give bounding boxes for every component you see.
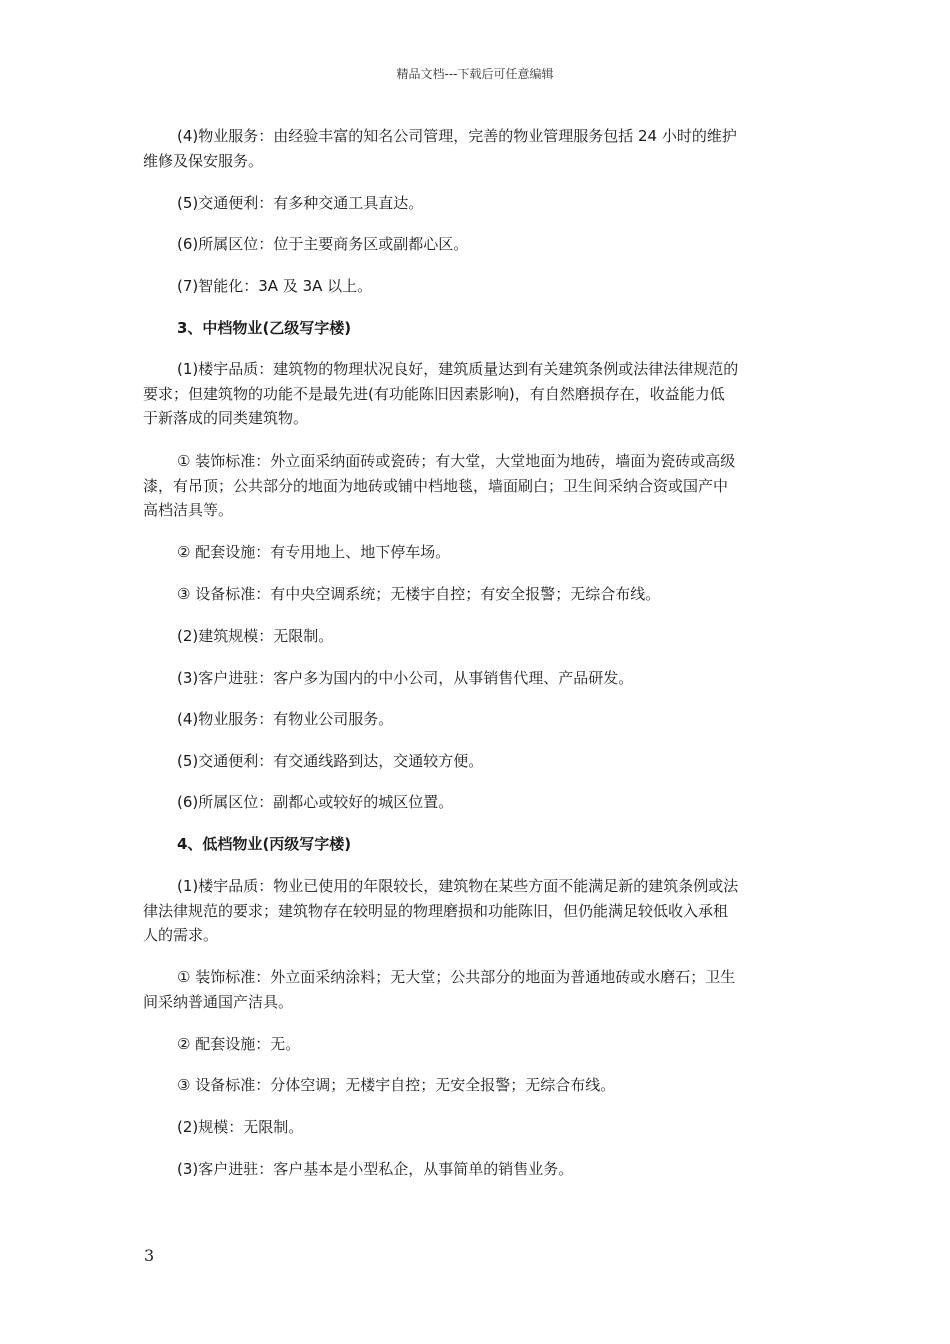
page-number: 3 xyxy=(144,1246,155,1265)
paragraph-line: 律法律规范的要求；建筑物存在较明显的物理磨损和功能陈旧，但仍能满足较低收入承租 xyxy=(143,901,729,920)
paragraph-line: (6)所属区位：位于主要商务区或副都心区。 xyxy=(177,235,469,253)
paragraph-decoration-2 xyxy=(143,449,807,523)
paragraph-line: ② 配套设施：无。 xyxy=(177,1035,301,1053)
paragraph-building-quality-3 xyxy=(143,874,807,948)
paragraph-line: (4)物业服务：有物业公司服务。 xyxy=(177,710,394,728)
page-header: 精品文档---下载后可任意编辑 xyxy=(396,67,554,81)
paragraph-facilities-2 xyxy=(143,540,807,565)
paragraph-line: (5)交通便利：有交通线路到达，交通较方便。 xyxy=(177,752,484,770)
paragraph-traffic-2 xyxy=(143,749,807,774)
paragraph-line: 间采纳普通国产洁具。 xyxy=(143,992,294,1011)
paragraph-traffic-1 xyxy=(143,191,807,216)
section-heading-low-grade xyxy=(143,832,807,857)
paragraph-building-quality-2 xyxy=(143,357,807,431)
paragraph-line: 漆，有吊顶；公共部分的地面为地砖或铺中档地毯，墙面刷白；卫生间采纳合资或国产中 xyxy=(143,476,729,495)
paragraph-property-service-2 xyxy=(143,707,807,732)
paragraph-equipment-3 xyxy=(143,1073,807,1098)
paragraph-line: 维修及保安服务。 xyxy=(143,151,264,170)
paragraph-line: (2)规模：无限制。 xyxy=(177,1118,304,1136)
paragraph-line: ② 配套设施：有专用地上、地下停车场。 xyxy=(177,543,451,561)
paragraph-line: 于新落成的同类建筑物。 xyxy=(143,409,309,427)
paragraph-line: (4)物业服务：由经验丰富的知名公司管理，完善的物业管理服务包括 24 小时的维护 xyxy=(177,127,737,145)
paragraph-property-service-1 xyxy=(143,124,807,173)
paragraph-line: (3)客户进驻：客户基本是小型私企，从事简单的销售业务。 xyxy=(177,1160,574,1178)
heading-line: 3、中档物业(乙级写字楼) xyxy=(177,319,352,337)
paragraph-location-1 xyxy=(143,232,807,257)
paragraph-line: (1)楼宇品质：物业已使用的年限较长，建筑物在某些方面不能满足新的建筑条例或法 xyxy=(177,877,739,895)
paragraph-tenants-2 xyxy=(143,666,807,691)
paragraph-line: ① 装饰标准：外立面采纳涂料；无大堂；公共部分的地面为普通地砖或水磨石；卫生 xyxy=(177,968,736,986)
paragraph-tenants-3 xyxy=(143,1157,807,1182)
section-heading-mid-grade xyxy=(143,316,807,341)
paragraph-line: (5)交通便利：有多种交通工具直达。 xyxy=(177,194,424,212)
paragraph-location-2 xyxy=(143,790,807,815)
paragraph-equipment-2 xyxy=(143,582,807,607)
paragraph-line: (3)客户进驻：客户多为国内的中小公司，从事销售代理、产品研发。 xyxy=(177,669,634,687)
paragraph-line: (7)智能化：3A 及 3A 以上。 xyxy=(177,277,373,295)
paragraph-line: (1)楼宇品质：建筑物的物理状况良好，建筑质量达到有关建筑条例或法律法律规范的 xyxy=(177,360,739,378)
paragraph-scale-2 xyxy=(143,624,807,649)
paragraph-scale-3 xyxy=(143,1115,807,1140)
paragraph-line: (2)建筑规模：无限制。 xyxy=(177,627,334,645)
paragraph-intelligence xyxy=(143,274,807,299)
paragraph-facilities-3 xyxy=(143,1032,807,1057)
paragraph-line: ③ 设备标准：分体空调；无楼宇自控；无安全报警；无综合布线。 xyxy=(177,1076,616,1094)
paragraph-line: 要求；但建筑物的功能不是最先进(有功能陈旧因素影响)，有自然磨损存在，收益能力低 xyxy=(143,384,725,403)
paragraph-line: ③ 设备标准：有中央空调系统；无楼宇自控；有安全报警；无综合布线。 xyxy=(177,585,661,603)
paragraph-line: 高档洁具等。 xyxy=(143,501,234,519)
paragraph-decoration-3 xyxy=(143,965,807,1014)
heading-line: 4、低档物业(丙级写字楼) xyxy=(177,835,352,853)
paragraph-line: (6)所属区位：副都心或较好的城区位置。 xyxy=(177,793,454,811)
paragraph-line: 人的需求。 xyxy=(143,926,219,944)
paragraph-line: ① 装饰标准：外立面采纳面砖或瓷砖；有大堂，大堂地面为地砖，墙面为瓷砖或高级 xyxy=(177,452,736,470)
